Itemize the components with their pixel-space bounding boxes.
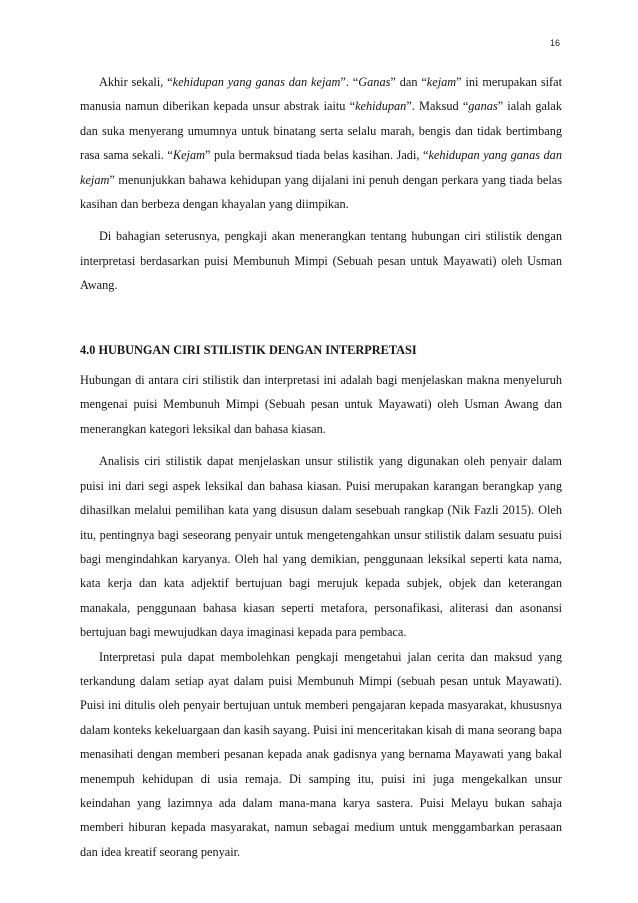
spacer: [80, 298, 562, 338]
text-run: ”. “: [340, 75, 359, 89]
text-run: ” ialah galak dan suka menyerang umumnya untuk binatang serta selalu marah, bengis dan tidak bertimbang rasa sama sekali. “: [80, 99, 563, 163]
text-run: ” pula bermaksud tiada belas kasihan. Jadi, “: [204, 148, 429, 163]
italic-term: Kejam: [172, 148, 205, 163]
italic-term: kejam: [426, 75, 457, 89]
italic-term: ganas: [468, 99, 498, 114]
section-heading: 4.0 HUBUNGAN CIRI STILISTIK DENGAN INTERPRETASI: [80, 342, 417, 357]
italic-term: kehidupan: [355, 99, 407, 114]
paragraph-bahagian-seterusnya: Di bahagian seterusnya, pengkaji akan menerangkan tentang hubungan ciri stilistik dengan interpretasi berdasarkan puisi Membunuh Mimpi (Sebuah pesan untuk Mayawati) oleh Usman Awang.: [80, 229, 562, 293]
paragraph-interpretasi: Interpretasi pula dapat membolehkan pengkaji mengetahui jalan cerita dan maksud yang terkandung dalam setiap ayat dalam puisi Membunuh Mimpi (sebuah pesan untuk Mayawati). Puisi ini ditulis oleh penyair bertujuan untuk memberi pengajaran kepada masyarakat, khususnya dalam konteks kekeluargaan dan kasih sayang. Puisi ini menceritakan kisah di mana seorang bapa menasihati dengan memberi pesanan kepada anak gadisnya yang bernama Mayawati yang bakal menempuh kehidupan di usia remaja. Di samping itu, puisi ini juga mengekalkan unsur keindahan yang lazimnya ada dalam mana-mana karya sastera. Puisi Melayu bukan sahaja memberi hiburan kepada masyarakat, namun sebagai medium untuk menggambarkan perasaan dan idea kreatif seorang penyair.: [80, 649, 562, 859]
spacer: [80, 441, 562, 449]
text-run: ” dan “: [390, 75, 427, 89]
text-run: ”. Maksud “: [406, 99, 469, 114]
italic-term: kehidupan yang ganas dan kejam: [172, 75, 341, 89]
body-text: [80, 70, 562, 864]
paragraph-kehidupan-ganas: [80, 70, 562, 216]
italic-term: Ganas: [358, 75, 391, 89]
paragraph-hubungan: Hubungan di antara ciri stilistik dan interpretasi ini adalah bagi menjelaskan makna menyeluruh mengenai puisi Membunuh Mimpi (Sebuah pesan untuk Mayawati) oleh Usman Awang dan menerangkan kategori leksikal dan bahasa kiasan.: [80, 373, 562, 436]
text-run: ” menunjukkan bahawa kehidupan yang dijalani ini penuh dengan perkara yang tiada belas kasihan dan berbeza dengan khayalan yang diimpikan.: [80, 172, 562, 212]
text-run: Akhir sekali, “: [99, 75, 173, 89]
text-run: ” ini merupakan sifat manusia namun diberikan kepada unsur abstrak iaitu “: [80, 75, 562, 114]
paragraph-analisis: Analisis ciri stilistik dapat menjelaskan unsur stilistik yang digunakan oleh penyair dalam puisi ini dari segi aspek leksikal dan bahasa kiasan. Puisi merupakan karangan berangkap yang dihasilkan melalui pemilihan kata yang disusun dalam sesebuah rangkap (Nik Fazli 2015). Oleh itu, pentingnya bagi seseorang penyair untuk mengetengahkan unsur stilistik dalam sesuatu puisi bagi mengindahkan karyanya. Oleh hal yang demikian, penggunaan leksikal seperti kata nama, kata kerja dan kata adjektif bertujuan bagi merujuk kepada subjek, objek dan keterangan manakala, penggunaan bahasa kiasan seperti metafora, personafikasi, aliterasi dan asonansi bertujuan bagi mewujudkan daya imaginasi kepada para pembaca.: [80, 454, 562, 640]
page-number: 16: [549, 38, 560, 48]
italic-term: kehidupan yang ganas dan kejam: [80, 148, 562, 187]
spacer: [80, 216, 562, 224]
